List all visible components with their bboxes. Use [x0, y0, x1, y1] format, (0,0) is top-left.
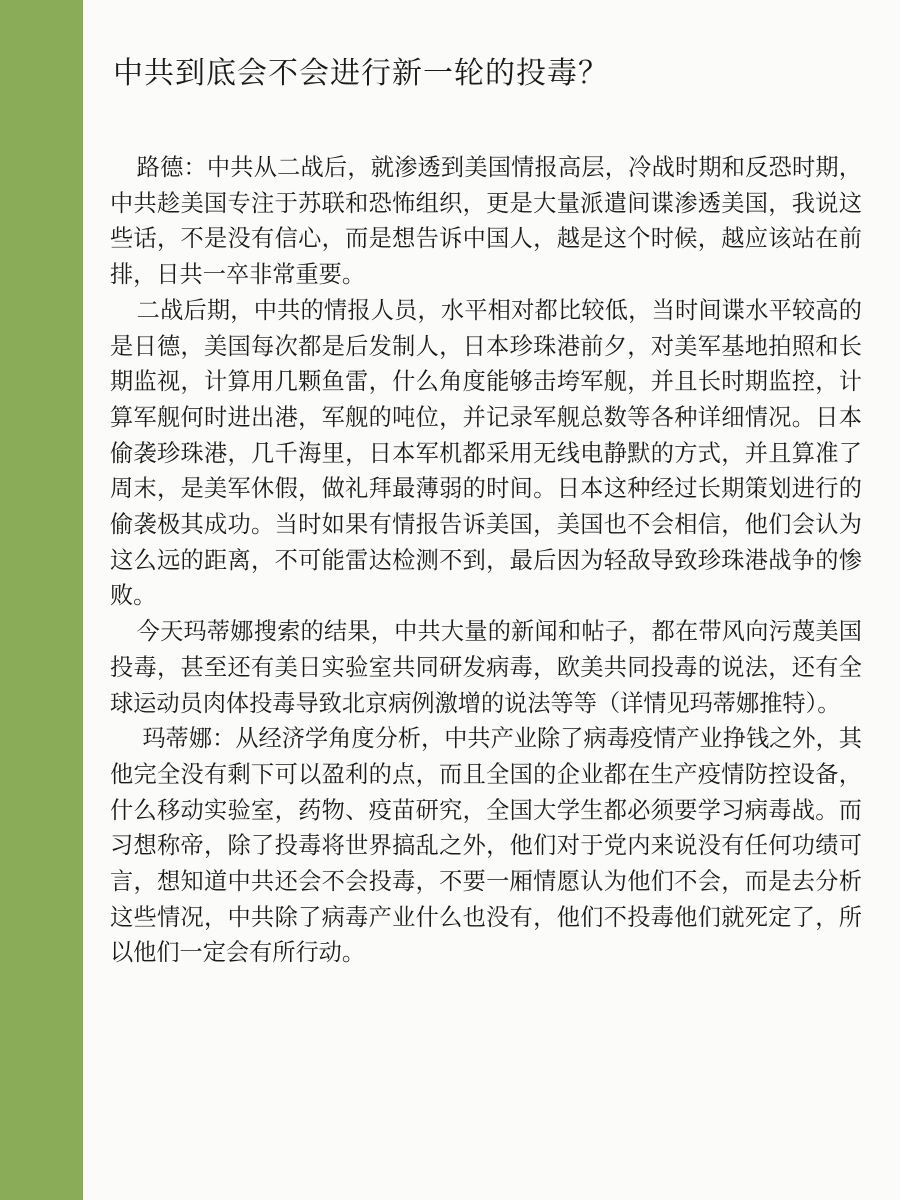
paragraph-luode-intro: 路德：中共从二战后，就渗透到美国情报高层，冷战时期和反恐时期，中共趁美国专注于苏联和恐怖组织，更是大量派遣间谍渗透美国，我说这些话，不是没有信心，而是想告诉中国人，越是这个时候，越应该站在前排，日共一卒非常重要。	[110, 154, 862, 289]
document-body	[110, 150, 862, 971]
paragraph-martina-analysis: 玛蒂娜：从经济学角度分析，中共产业除了病毒疫情产业挣钱之外，其他完全没有剩下可以盈利的点，而且全国的企业都在生产疫情防控设备，什么移动实验室，药物、疫苗研究，全国大学生都必须要学习病毒战。而习想称帝，除了投毒将世界搞乱之外，他们对于党内来说没有任何功绩可言，想知道中共还会不会投毒，不要一厢情愿认为他们不会，而是去分析这些情况，中共除了病毒产业什么也没有，他们不投毒他们就死定了，所以他们一定会有所行动。	[110, 725, 862, 967]
document-page	[83, 0, 900, 1200]
document-title: 中共到底会不会进行新一轮的投毒？	[113, 56, 609, 91]
paragraph-martina-search: 今天玛蒂娜搜索的结果，中共大量的新闻和帖子，都在带风向污蔑美国投毒，甚至还有美日实验室共同研发病毒，欧美共同投毒的说法，还有全球运动员肉体投毒导致北京病例激增的说法等等（详情见玛蒂娜推特）。	[110, 618, 862, 717]
green-sidebar-stripe	[0, 0, 83, 1200]
paragraph-wwii-intelligence: 二战后期，中共的情报人员，水平相对都比较低，当时间谍水平较高的是日德，美国每次都是后发制人，日本珍珠港前夕，对美军基地拍照和长期监视，计算用几颗鱼雷，什么角度能够击垮军舰，并且长时期监控，计算军舰何时进出港，军舰的吨位，并记录军舰总数等各种详细情况。日本偷袭珍珠港，几千海里，日本军机都采用无线电静默的方式，并且算准了周末，是美军休假，做礼拜最薄弱的时间。日本这种经过长期策划进行的偷袭极其成功。当时如果有情报告诉美国，美国也不会相信，他们会认为这么远的距离，不可能雷达检测不到，最后因为轻敌导致珍珠港战争的惨败。	[110, 296, 862, 610]
